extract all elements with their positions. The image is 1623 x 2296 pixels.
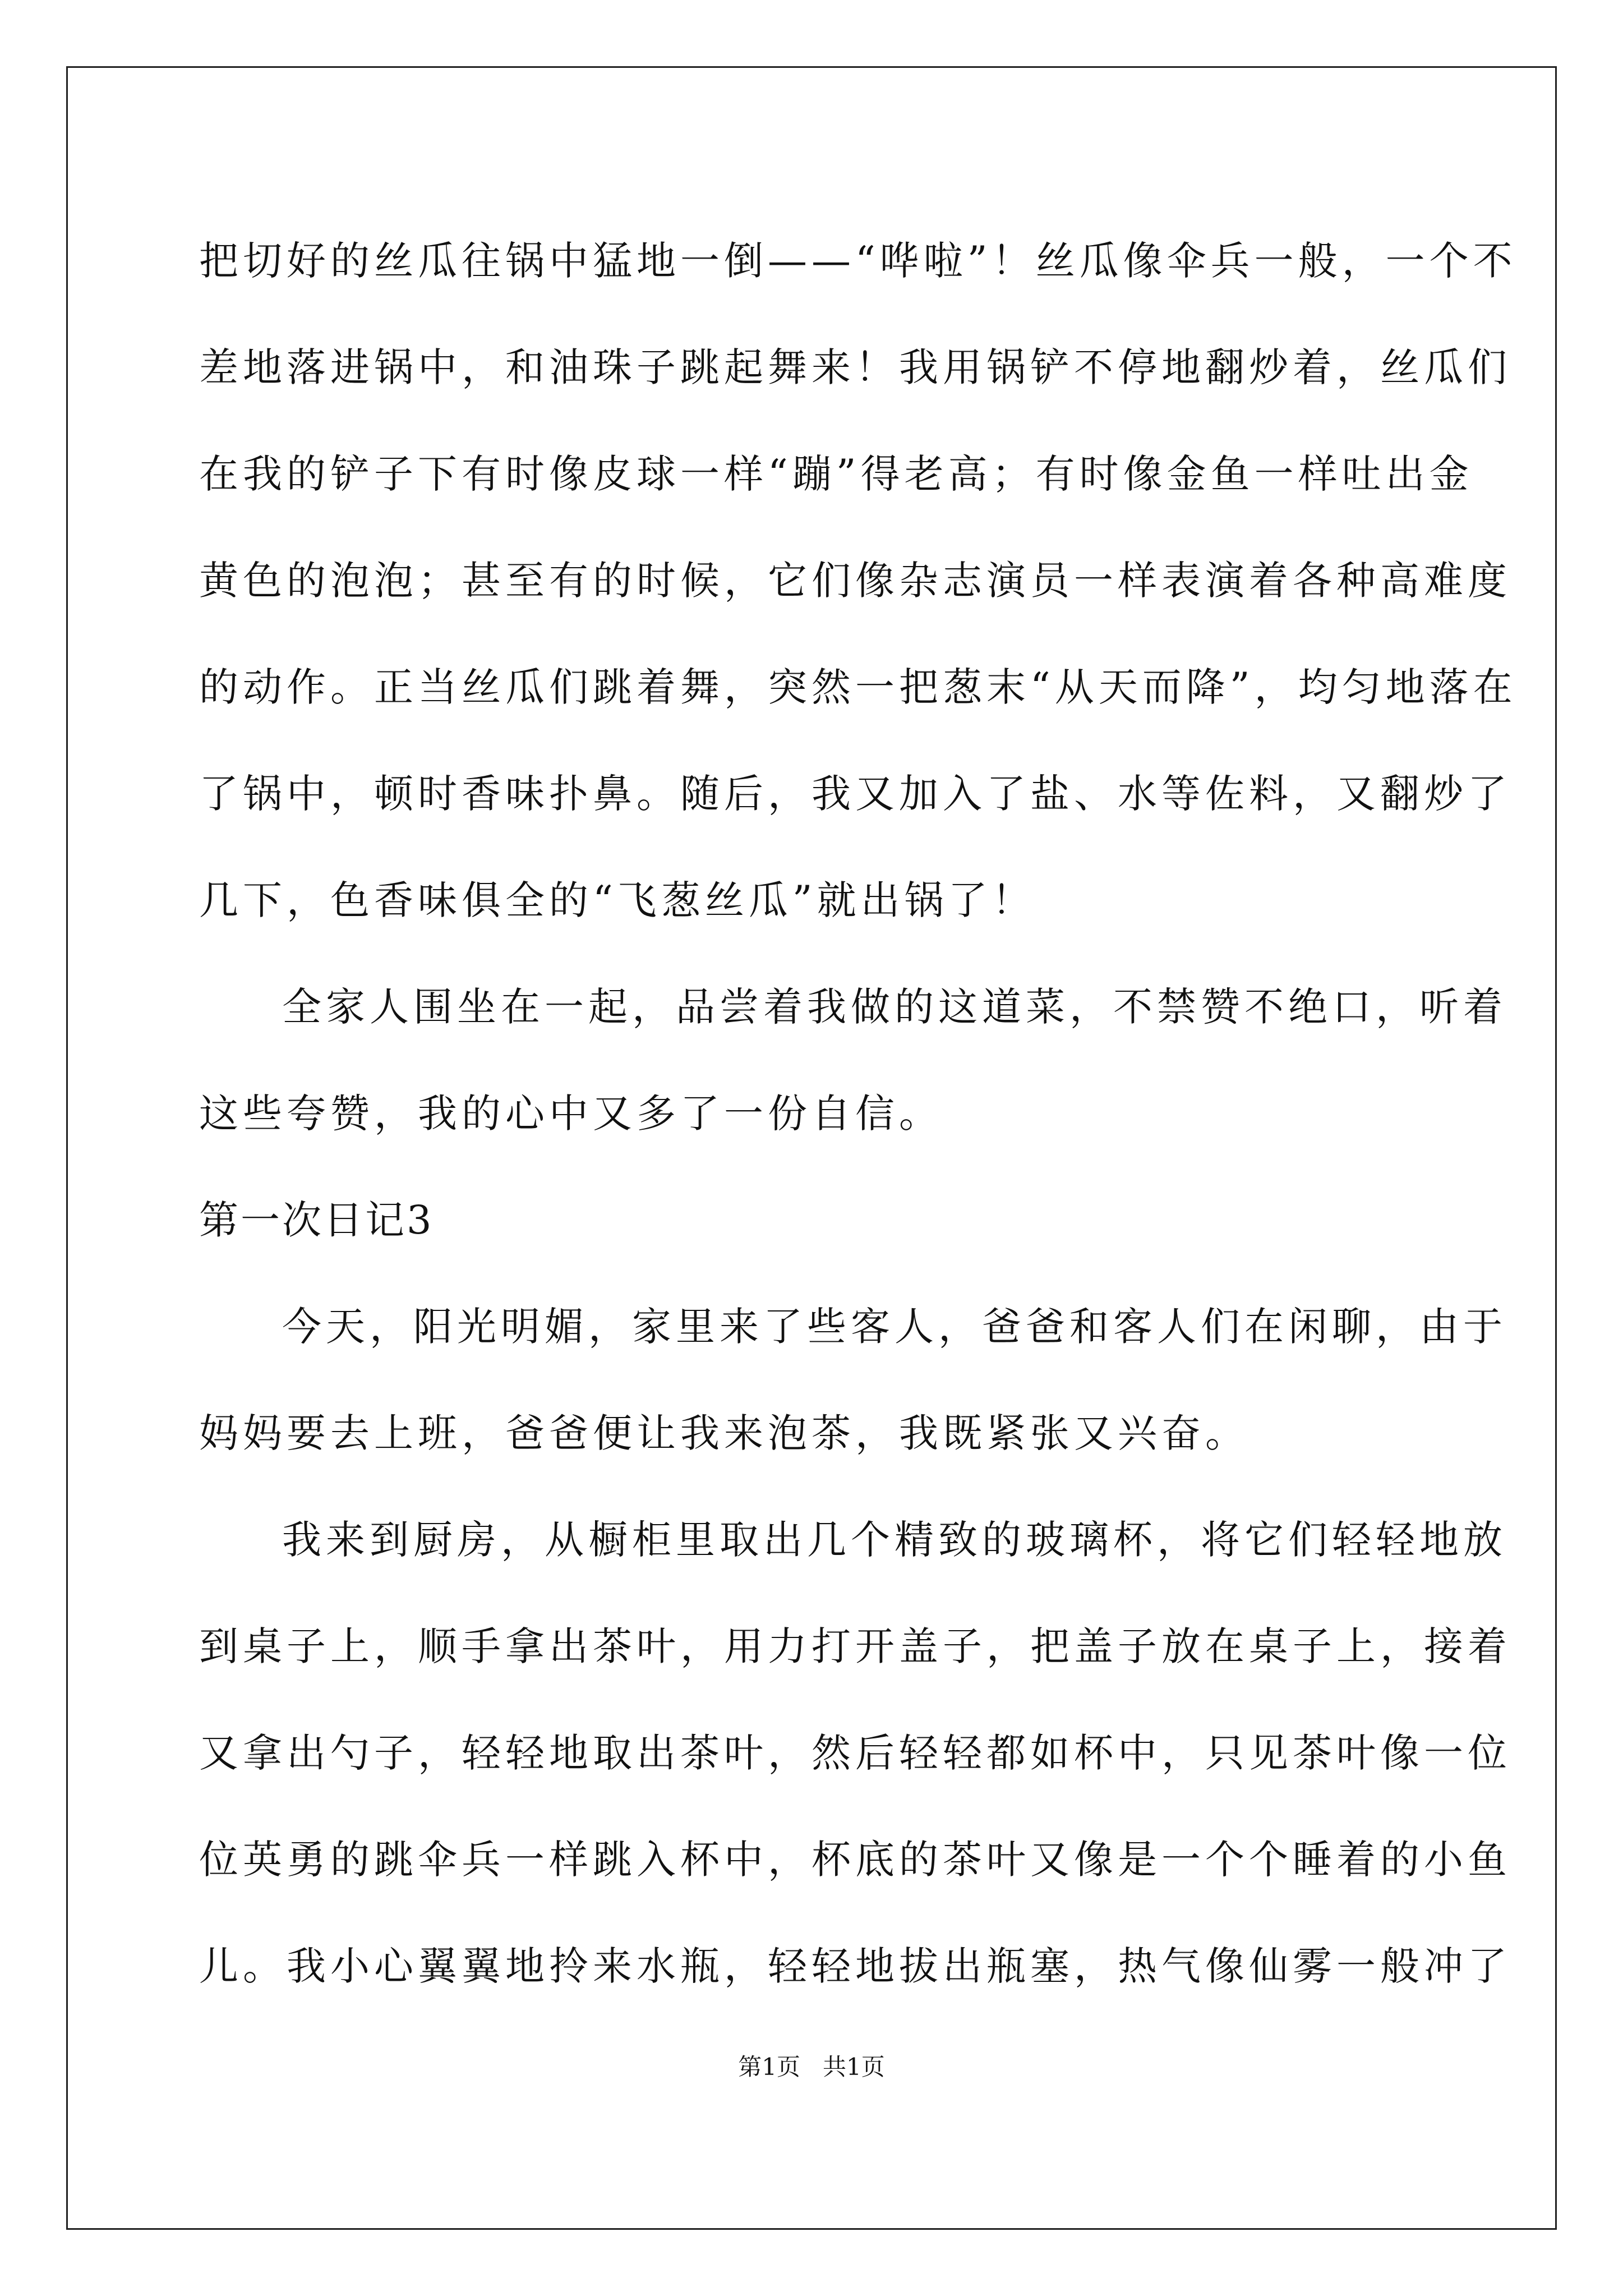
text-line: 把切好的丝瓜往锅中猛地一倒——“哗啦”！丝瓜像伞兵一般，一个不 [199, 238, 1517, 284]
page-number-total: 共1页 [823, 2053, 885, 2081]
document-body [199, 208, 1517, 2019]
text-line: 差地落进锅中，和油珠子跳起舞来！我用锅铲不停地翻炒着，丝瓜们 [199, 344, 1511, 390]
text-line: 了锅中，顿时香味扑鼻。随后，我又加入了盐、水等佐料，又翻炒了 [199, 771, 1511, 817]
text-line: 的动作。正当丝瓜们跳着舞，突然一把葱末“从天而降”，均匀地落在 [199, 664, 1517, 710]
text-line: 位英勇的跳伞兵一样跳入杯中，杯底的茶叶又像是一个个睡着的小鱼 [199, 1837, 1511, 1883]
text-line: 到桌子上，顺手拿出茶叶，用力打开盖子，把盖子放在桌子上，接着 [199, 1623, 1511, 1669]
page-footer [0, 2050, 1623, 2084]
section-heading: 第一次日记3 [199, 1197, 434, 1243]
page-number-current: 第1页 [738, 2053, 800, 2081]
text-line: 妈妈要去上班，爸爸便让我来泡茶，我既紧张又兴奋。 [199, 1410, 1249, 1456]
text-line: 几下，色香味俱全的“飞葱丝瓜”就出锅了！ [199, 877, 1036, 923]
text-line: 儿。我小心翼翼地拎来水瓶，轻轻地拔出瓶塞，热气像仙雾一般冲了 [199, 1943, 1511, 1989]
text-line: 在我的铲子下有时像皮球一样“蹦”得老高；有时像金鱼一样吐出金 [199, 451, 1473, 497]
paragraph-first-line: 今天，阳光明媚，家里来了些客人，爸爸和客人们在闲聊，由于 [282, 1304, 1507, 1350]
paragraph-first-line: 全家人围坐在一起，品尝着我做的这道菜，不禁赞不绝口，听着 [282, 984, 1507, 1030]
text-line: 黄色的泡泡；甚至有的时候，它们像杂志演员一样表演着各种高难度 [199, 558, 1511, 604]
text-line: 又拿出勺子，轻轻地取出茶叶，然后轻轻都如杯中，只见茶叶像一位 [199, 1730, 1511, 1776]
text-line: 这些夸赞，我的心中又多了一份自信。 [199, 1091, 943, 1137]
paragraph-first-line: 我来到厨房，从橱柜里取出几个精致的玻璃杯，将它们轻轻地放 [282, 1517, 1507, 1563]
